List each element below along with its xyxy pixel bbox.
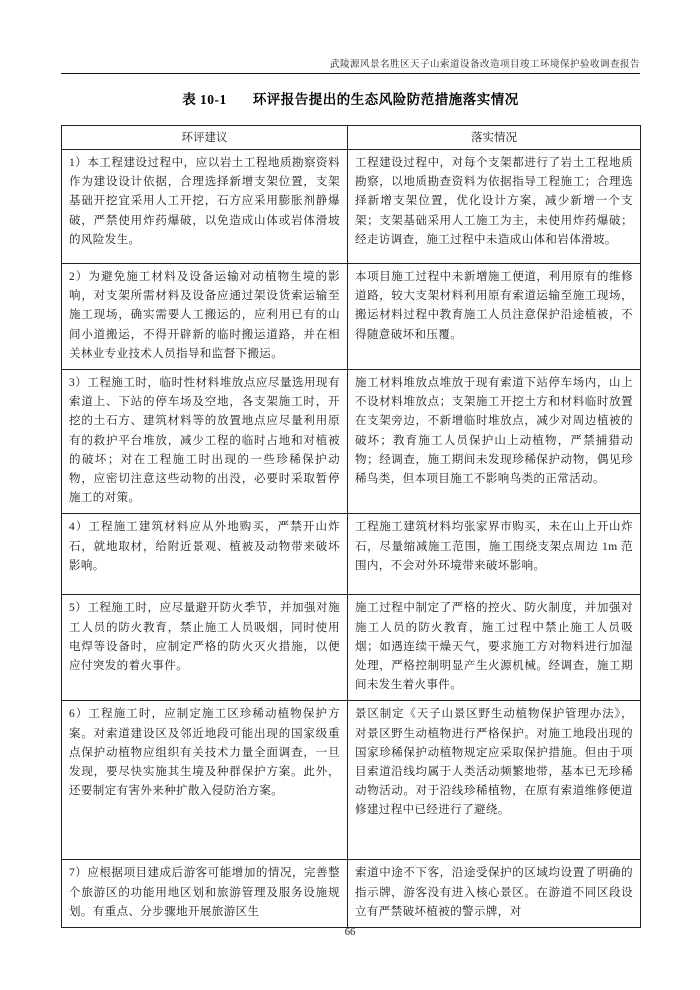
header-rule xyxy=(61,73,640,74)
suggestion-cell: 2）为避免施工材料及设备运输对动植物生境的影响，对支架所需材料及设备应通过架设货索运输至施工现场，确实需要人工搬运的，应利用已有的山间小道搬运，不得开辟新的临时搬运道路，并在相关林业专业技术人员指导和监督下搬运。 xyxy=(69,271,340,360)
suggestion-cell: 6）工程施工时，应制定施工区珍稀动植物保护方案。对索道建设区及邻近地段可能出现的国家级重点保护动植物应组织有关技术力量全面调查，一旦发现，要尽快实施其生境及种群保护方案。此外，还要制定有害外来种扩散入侵防治方案。 xyxy=(69,708,340,798)
implementation-cell: 景区制定《天子山景区野生动植物保护管理办法》，对景区野生动植物进行严格保护。对施工地段出现的国家珍稀保护动植物规定应采取保护措施。但由于项目索道沿线均属于人类活动频繁地带，基本已无珍稀动物活动。对于沿线珍稀植物，在原有索道维修便道修建过程中已经进行了避绕。 xyxy=(355,708,633,817)
table-row xyxy=(62,150,641,264)
suggestion-cell: 4）工程施工建筑材料应从外地购买，严禁开山炸石，就地取材，给附近景观、植被及动物带来破坏影响。 xyxy=(69,521,340,572)
suggestion-cell: 5）工程施工时，应尽量避开防火季节，并加强对施工人员的防火教育，禁止施工人员吸烟，同时使用电焊等设备时，应制定严格的防火灭火措施，以便应付突发的着火事件。 xyxy=(69,602,340,673)
suggestion-cell: 1）本工程建设过程中，应以岩土工程地质勘察资料作为建设设计依据，合理选择新增支架位置，支架基础开挖宜采用人工开挖，石方应采用膨胀剂静爆破，严禁使用炸药爆破，以免造成山体或岩体滑坡的风险发生。 xyxy=(69,157,340,246)
implementation-cell: 本项目施工过程中未新增施工便道，利用原有的维修道路，较大支架材料利用原有索道运输至施工现场，搬运材料过程中教育施工人员注意保护沿途植被，不得随意破坏和压覆。 xyxy=(355,271,633,341)
implementation-cell: 工程施工建筑材料均张家界市购买，未在山上开山炸石，尽量缩减施工范围，施工围绕支架点周边 1m 范围内，不会对外环境带来破坏影响。 xyxy=(355,521,633,572)
implementation-cell: 施工过程中制定了严格的控火、防火制度，并加强对施工人员的防火教育，施工过程中禁止施工人员吸烟；如遇连续干燥天气，要求施工方对物料进行加湿处理，严格控制明显产生火源机械。经调查，施工期间未发生着火事件。 xyxy=(355,602,633,692)
table-title xyxy=(61,88,640,108)
suggestion-cell: 3）工程施工时，临时性材料堆放点应尽量选用现有索道上、下站的停车场及空地，各支架施工时，开挖的土石方、建筑材料等的放置地点应尽量利用原有的救护平台堆放，减少工程的临时占地和对植被的破坏；对在工程施工时出现的一些珍稀保护动物，应密切注意这些动物的出没，必要时采取暂停施工的对策。 xyxy=(69,377,340,505)
table-row xyxy=(62,370,641,514)
suggestion-cell: 7）应根据项目建成后游客可能增加的情况，完善整个旅游区的功能用地区划和旅游管理及服务设施规划。有重点、分步骤地开展旅游区生 xyxy=(69,867,340,918)
table-row xyxy=(62,595,641,701)
column-header-suggestion: 环评建议 xyxy=(62,126,348,150)
table-row xyxy=(62,701,641,860)
implementation-cell: 索道中途不下客，沿途受保护的区域均设置了明确的指示牌，游客没有进入核心景区。在游道不同区段设立有严禁破坏植被的警示牌，对 xyxy=(355,867,633,918)
implementation-cell: 施工材料堆放点堆放于现有索道下站停车场内，山上不设材料堆放点；支架施工开挖土方和材料临时放置在支架旁边，不新增临时堆放点，减少对周边植被的破坏；教育施工人员保护山上动植物，严禁捕猎动物；经调查，施工期间未发现珍稀保护动物，偶见珍稀鸟类，但本项目施工不影响鸟类的正常活动。 xyxy=(355,377,633,486)
page-number: 66 xyxy=(344,927,356,938)
table-row xyxy=(62,860,641,928)
table-title-text: 环评报告提出的生态风险防范措施落实情况 xyxy=(252,92,519,107)
running-header: 武陵源风景名胜区天子山索道设备改造项目竣工环境保护验收调查报告 xyxy=(329,60,640,70)
column-header-implementation: 落实情况 xyxy=(348,126,641,150)
table-row xyxy=(62,264,641,370)
measures-table xyxy=(61,125,641,928)
table-header-row xyxy=(62,126,641,150)
table-number-label: 表 10-1 xyxy=(182,92,227,107)
implementation-cell: 工程建设过程中，对每个支架都进行了岩土工程地质勘察，以地质勘查资料为依据指导工程施工；合理选择新增支架位置，优化设计方案，减少新增一个支架；支架基础采用人工施工为主，未使用炸药爆破；经走访调查，施工过程中未造成山体和岩体滑坡。 xyxy=(355,157,633,246)
table-row xyxy=(62,514,641,595)
